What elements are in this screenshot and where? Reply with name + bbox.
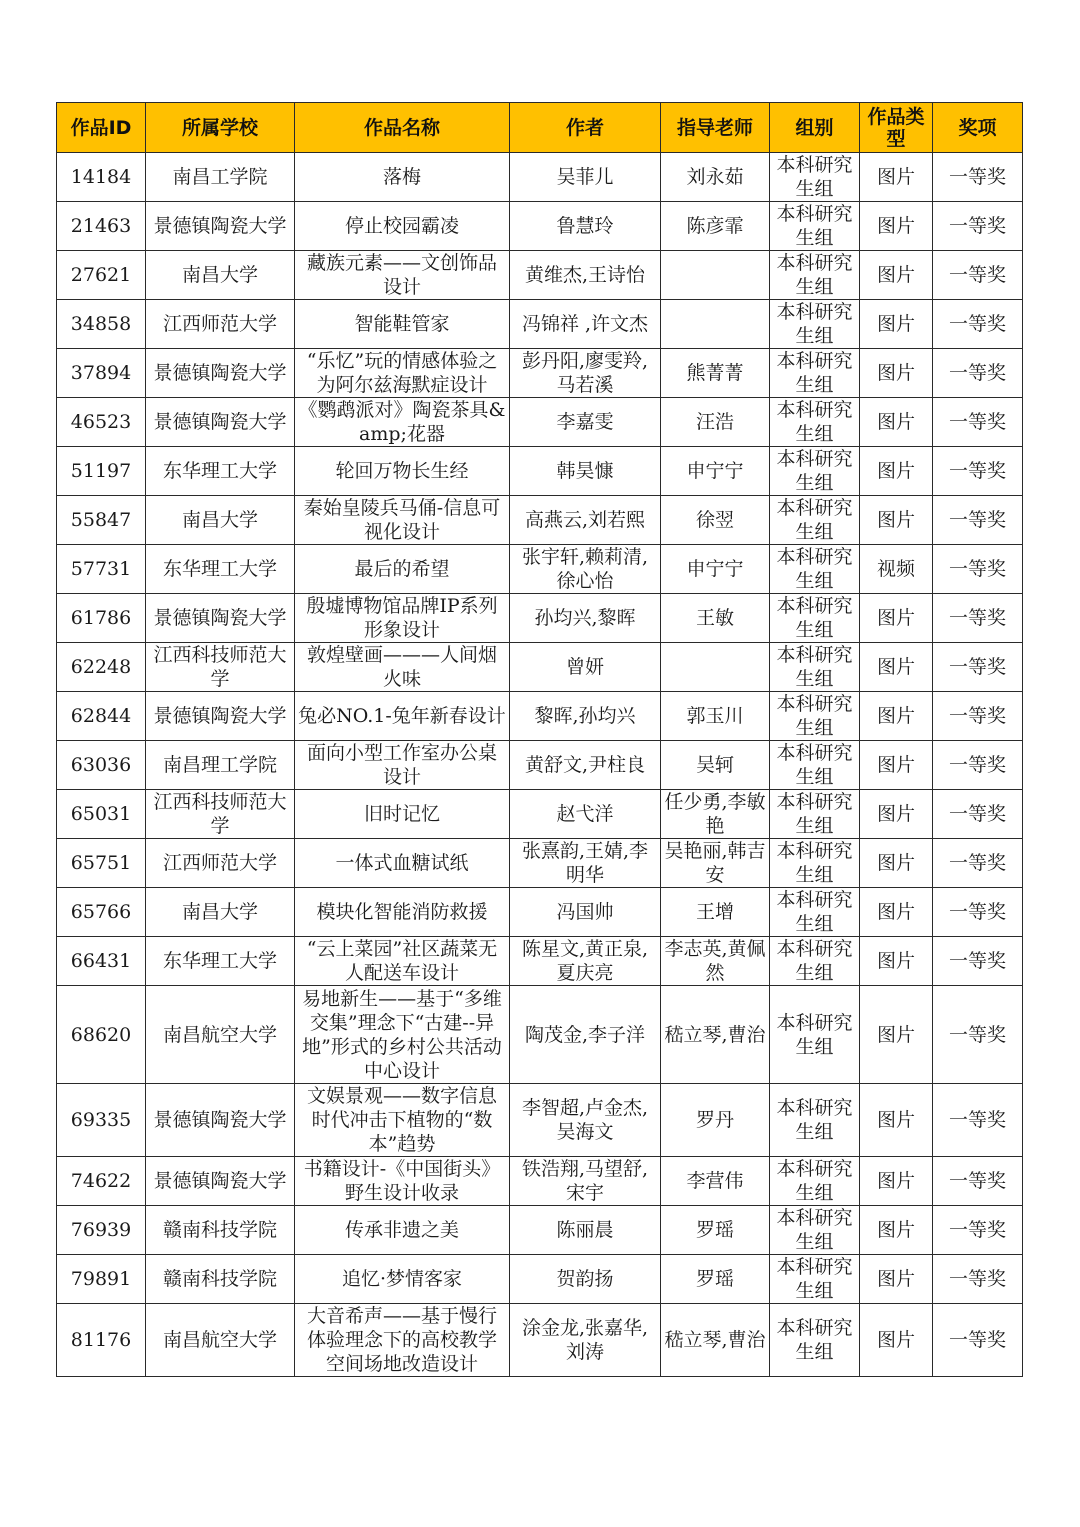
- cell-award: 一等奖: [933, 643, 1023, 692]
- table-row: [57, 888, 1023, 937]
- cell-group: 本科研究生组: [770, 300, 860, 349]
- cell-advisor: 嵇立琴,曹治: [661, 986, 770, 1084]
- cell-school: 东华理工大学: [146, 545, 295, 594]
- table-row: [57, 300, 1023, 349]
- cell-award: 一等奖: [933, 888, 1023, 937]
- cell-advisor: 吴轲: [661, 741, 770, 790]
- cell-group: 本科研究生组: [770, 1304, 860, 1377]
- cell-advisor: [661, 643, 770, 692]
- table-row: [57, 741, 1023, 790]
- cell-type: 视频: [860, 545, 933, 594]
- table-row: [57, 1157, 1023, 1206]
- cell-school: 赣南科技学院: [146, 1255, 295, 1304]
- cell-advisor: 任少勇,李敏艳: [661, 790, 770, 839]
- cell-award: 一等奖: [933, 202, 1023, 251]
- cell-award: 一等奖: [933, 447, 1023, 496]
- cell-school: 景德镇陶瓷大学: [146, 202, 295, 251]
- cell-type: 图片: [860, 202, 933, 251]
- cell-school: 南昌航空大学: [146, 1304, 295, 1377]
- cell-id: 65031: [57, 790, 146, 839]
- cell-id: 65751: [57, 839, 146, 888]
- cell-id: 79891: [57, 1255, 146, 1304]
- cell-type: 图片: [860, 398, 933, 447]
- cell-school: 南昌理工学院: [146, 741, 295, 790]
- cell-title: 面向小型工作室办公桌设计: [295, 741, 510, 790]
- table-row: [57, 202, 1023, 251]
- cell-group: 本科研究生组: [770, 447, 860, 496]
- cell-id: 34858: [57, 300, 146, 349]
- cell-award: 一等奖: [933, 349, 1023, 398]
- cell-title: 传承非遗之美: [295, 1206, 510, 1255]
- cell-school: 江西师范大学: [146, 300, 295, 349]
- header-author: 作者: [510, 103, 661, 153]
- cell-award: 一等奖: [933, 790, 1023, 839]
- cell-advisor: 刘永茹: [661, 153, 770, 202]
- cell-advisor: 吴艳丽,韩吉安: [661, 839, 770, 888]
- cell-award: 一等奖: [933, 1206, 1023, 1255]
- table-row: [57, 545, 1023, 594]
- cell-author: 曾妍: [510, 643, 661, 692]
- table-row: [57, 1084, 1023, 1157]
- cell-advisor: 郭玉川: [661, 692, 770, 741]
- cell-award: 一等奖: [933, 937, 1023, 986]
- cell-school: 南昌大学: [146, 251, 295, 300]
- cell-group: 本科研究生组: [770, 937, 860, 986]
- cell-school: 景德镇陶瓷大学: [146, 1084, 295, 1157]
- cell-title: “云上菜园”社区蔬菜无人配送车设计: [295, 937, 510, 986]
- cell-id: 65766: [57, 888, 146, 937]
- cell-type: 图片: [860, 496, 933, 545]
- cell-award: 一等奖: [933, 251, 1023, 300]
- cell-group: 本科研究生组: [770, 888, 860, 937]
- cell-id: 37894: [57, 349, 146, 398]
- cell-type: 图片: [860, 1084, 933, 1157]
- cell-author: 陶茂金,李子洋: [510, 986, 661, 1084]
- cell-id: 74622: [57, 1157, 146, 1206]
- cell-author: 高燕云,刘若熙: [510, 496, 661, 545]
- cell-advisor: [661, 300, 770, 349]
- cell-author: 涂金龙,张嘉华,刘涛: [510, 1304, 661, 1377]
- cell-school: 景德镇陶瓷大学: [146, 398, 295, 447]
- cell-title: 最后的希望: [295, 545, 510, 594]
- cell-type: 图片: [860, 692, 933, 741]
- cell-title: 一体式血糖试纸: [295, 839, 510, 888]
- cell-title: 停止校园霸凌: [295, 202, 510, 251]
- table-body: [57, 153, 1023, 1377]
- cell-group: 本科研究生组: [770, 1206, 860, 1255]
- cell-type: 图片: [860, 986, 933, 1084]
- cell-advisor: 熊菁菁: [661, 349, 770, 398]
- cell-author: 吴菲儿: [510, 153, 661, 202]
- header-id: 作品ID: [57, 103, 146, 153]
- cell-award: 一等奖: [933, 1084, 1023, 1157]
- cell-school: 景德镇陶瓷大学: [146, 594, 295, 643]
- cell-author: 李嘉雯: [510, 398, 661, 447]
- cell-group: 本科研究生组: [770, 741, 860, 790]
- cell-group: 本科研究生组: [770, 1255, 860, 1304]
- cell-title: 易地新生——基于“多维交集”理念下“古建--异地”形式的乡村公共活动中心设计: [295, 986, 510, 1084]
- cell-school: 东华理工大学: [146, 447, 295, 496]
- cell-award: 一等奖: [933, 300, 1023, 349]
- table-header: [57, 103, 1023, 153]
- table-row: [57, 594, 1023, 643]
- cell-group: 本科研究生组: [770, 986, 860, 1084]
- cell-type: 图片: [860, 594, 933, 643]
- cell-advisor: 陈彦霏: [661, 202, 770, 251]
- cell-advisor: 罗瑶: [661, 1206, 770, 1255]
- cell-school: 南昌航空大学: [146, 986, 295, 1084]
- table-row: [57, 643, 1023, 692]
- cell-title: 秦始皇陵兵马俑-信息可视化设计: [295, 496, 510, 545]
- cell-school: 东华理工大学: [146, 937, 295, 986]
- cell-author: 韩昊慷: [510, 447, 661, 496]
- cell-title: 大音希声——基于慢行体验理念下的高校教学空间场地改造设计: [295, 1304, 510, 1377]
- cell-author: 黄维杰,王诗怡: [510, 251, 661, 300]
- cell-type: 图片: [860, 1206, 933, 1255]
- cell-advisor: 徐翌: [661, 496, 770, 545]
- header-type: 作品类型: [860, 103, 933, 153]
- cell-advisor: 嵇立琴,曹治: [661, 1304, 770, 1377]
- cell-type: 图片: [860, 643, 933, 692]
- cell-type: 图片: [860, 1157, 933, 1206]
- cell-id: 51197: [57, 447, 146, 496]
- cell-award: 一等奖: [933, 1304, 1023, 1377]
- cell-group: 本科研究生组: [770, 643, 860, 692]
- cell-author: 张熹韵,王婧,李明华: [510, 839, 661, 888]
- cell-award: 一等奖: [933, 692, 1023, 741]
- cell-id: 55847: [57, 496, 146, 545]
- header-school: 所属学校: [146, 103, 295, 153]
- cell-award: 一等奖: [933, 496, 1023, 545]
- cell-group: 本科研究生组: [770, 251, 860, 300]
- cell-school: 赣南科技学院: [146, 1206, 295, 1255]
- header-title: 作品名称: [295, 103, 510, 153]
- cell-advisor: 王增: [661, 888, 770, 937]
- cell-author: 彭丹阳,廖雯羚,马若溪: [510, 349, 661, 398]
- cell-id: 14184: [57, 153, 146, 202]
- cell-id: 57731: [57, 545, 146, 594]
- header-advisor: 指导老师: [661, 103, 770, 153]
- cell-advisor: 罗丹: [661, 1084, 770, 1157]
- cell-group: 本科研究生组: [770, 594, 860, 643]
- cell-advisor: 申宁宁: [661, 545, 770, 594]
- header-group: 组别: [770, 103, 860, 153]
- cell-title: 落梅: [295, 153, 510, 202]
- cell-award: 一等奖: [933, 545, 1023, 594]
- cell-school: 江西科技师范大学: [146, 790, 295, 839]
- cell-title: 藏族元素——文创饰品设计: [295, 251, 510, 300]
- cell-author: 赵弋洋: [510, 790, 661, 839]
- cell-group: 本科研究生组: [770, 692, 860, 741]
- table-row: [57, 986, 1023, 1084]
- cell-title: 《鹦鹉派对》陶瓷茶具&amp;花器: [295, 398, 510, 447]
- cell-school: 景德镇陶瓷大学: [146, 349, 295, 398]
- cell-id: 76939: [57, 1206, 146, 1255]
- cell-type: 图片: [860, 888, 933, 937]
- cell-type: 图片: [860, 1304, 933, 1377]
- cell-title: 旧时记忆: [295, 790, 510, 839]
- cell-id: 63036: [57, 741, 146, 790]
- cell-type: 图片: [860, 251, 933, 300]
- cell-author: 陈星文,黄正泉,夏庆亮: [510, 937, 661, 986]
- cell-author: 孙均兴,黎晖: [510, 594, 661, 643]
- cell-id: 61786: [57, 594, 146, 643]
- cell-school: 景德镇陶瓷大学: [146, 692, 295, 741]
- cell-author: 贺韵扬: [510, 1255, 661, 1304]
- cell-award: 一等奖: [933, 986, 1023, 1084]
- table-row: [57, 251, 1023, 300]
- header-row: [57, 103, 1023, 153]
- table-row: [57, 1304, 1023, 1377]
- cell-type: 图片: [860, 349, 933, 398]
- cell-author: 陈丽晨: [510, 1206, 661, 1255]
- cell-title: 兔必NO.1-兔年新春设计: [295, 692, 510, 741]
- table-row: [57, 790, 1023, 839]
- cell-title: 智能鞋管家: [295, 300, 510, 349]
- table-row: [57, 447, 1023, 496]
- cell-type: 图片: [860, 790, 933, 839]
- table-row: [57, 496, 1023, 545]
- cell-type: 图片: [860, 741, 933, 790]
- cell-school: 南昌工学院: [146, 153, 295, 202]
- cell-id: 68620: [57, 986, 146, 1084]
- table-row: [57, 937, 1023, 986]
- cell-title: 殷墟博物馆品牌IP系列形象设计: [295, 594, 510, 643]
- cell-id: 27621: [57, 251, 146, 300]
- cell-type: 图片: [860, 1255, 933, 1304]
- cell-group: 本科研究生组: [770, 202, 860, 251]
- cell-school: 景德镇陶瓷大学: [146, 1157, 295, 1206]
- cell-author: 铁浩翔,马望舒,宋宇: [510, 1157, 661, 1206]
- cell-title: 模块化智能消防救援: [295, 888, 510, 937]
- cell-group: 本科研究生组: [770, 839, 860, 888]
- cell-advisor: 汪浩: [661, 398, 770, 447]
- cell-award: 一等奖: [933, 398, 1023, 447]
- cell-award: 一等奖: [933, 594, 1023, 643]
- header-award: 奖项: [933, 103, 1023, 153]
- cell-award: 一等奖: [933, 741, 1023, 790]
- table-row: [57, 153, 1023, 202]
- cell-id: 62248: [57, 643, 146, 692]
- cell-group: 本科研究生组: [770, 545, 860, 594]
- cell-school: 南昌大学: [146, 496, 295, 545]
- cell-type: 图片: [860, 153, 933, 202]
- cell-author: 黎晖,孙均兴: [510, 692, 661, 741]
- cell-type: 图片: [860, 300, 933, 349]
- cell-group: 本科研究生组: [770, 349, 860, 398]
- cell-group: 本科研究生组: [770, 153, 860, 202]
- awards-table: [56, 102, 1023, 1377]
- cell-id: 69335: [57, 1084, 146, 1157]
- cell-advisor: [661, 251, 770, 300]
- cell-title: 敦煌壁画———人间烟火味: [295, 643, 510, 692]
- table-row: [57, 398, 1023, 447]
- cell-id: 62844: [57, 692, 146, 741]
- cell-award: 一等奖: [933, 153, 1023, 202]
- cell-award: 一等奖: [933, 839, 1023, 888]
- cell-author: 黄舒文,尹柱良: [510, 741, 661, 790]
- cell-advisor: 李营伟: [661, 1157, 770, 1206]
- cell-type: 图片: [860, 839, 933, 888]
- cell-type: 图片: [860, 937, 933, 986]
- cell-author: 冯国帅: [510, 888, 661, 937]
- cell-title: 轮回万物长生经: [295, 447, 510, 496]
- cell-author: 张宇轩,赖莉清,徐心怡: [510, 545, 661, 594]
- cell-author: 李智超,卢金杰,吴海文: [510, 1084, 661, 1157]
- cell-title: “乐忆”玩的情感体验之为阿尔兹海默症设计: [295, 349, 510, 398]
- cell-advisor: 申宁宁: [661, 447, 770, 496]
- cell-award: 一等奖: [933, 1255, 1023, 1304]
- cell-title: 文娱景观——数字信息时代冲击下植物的“数本”趋势: [295, 1084, 510, 1157]
- cell-id: 66431: [57, 937, 146, 986]
- cell-author: 鲁慧玲: [510, 202, 661, 251]
- cell-advisor: 李志英,黄佩然: [661, 937, 770, 986]
- cell-id: 81176: [57, 1304, 146, 1377]
- cell-advisor: 罗瑶: [661, 1255, 770, 1304]
- cell-id: 21463: [57, 202, 146, 251]
- table-row: [57, 1255, 1023, 1304]
- cell-advisor: 王敏: [661, 594, 770, 643]
- cell-title: 追忆·梦情客家: [295, 1255, 510, 1304]
- cell-award: 一等奖: [933, 1157, 1023, 1206]
- cell-author: 冯锦祥 ,许文杰: [510, 300, 661, 349]
- cell-type: 图片: [860, 447, 933, 496]
- cell-school: 江西师范大学: [146, 839, 295, 888]
- cell-group: 本科研究生组: [770, 398, 860, 447]
- cell-group: 本科研究生组: [770, 496, 860, 545]
- table-row: [57, 839, 1023, 888]
- cell-group: 本科研究生组: [770, 1157, 860, 1206]
- cell-id: 46523: [57, 398, 146, 447]
- cell-school: 南昌大学: [146, 888, 295, 937]
- cell-title: 书籍设计-《中国街头》野生设计收录: [295, 1157, 510, 1206]
- cell-group: 本科研究生组: [770, 1084, 860, 1157]
- cell-group: 本科研究生组: [770, 790, 860, 839]
- table-row: [57, 692, 1023, 741]
- table-row: [57, 1206, 1023, 1255]
- table-row: [57, 349, 1023, 398]
- cell-school: 江西科技师范大学: [146, 643, 295, 692]
